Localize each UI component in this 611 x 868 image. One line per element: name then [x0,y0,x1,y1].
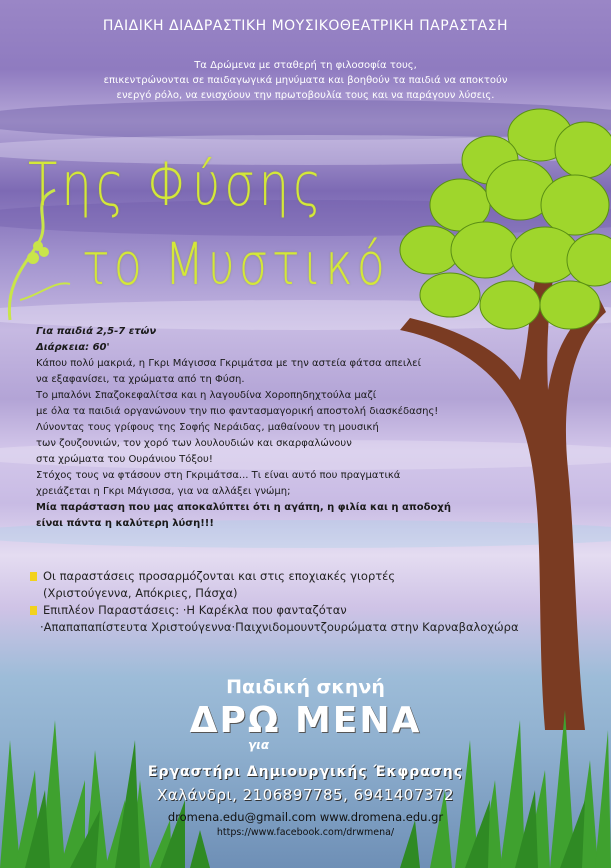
moral-line: Μία παράσταση που μας αποκαλύπτει ότι η αγάπη, η φιλία και η αποδοχή [36,502,451,513]
story-line: Το μπαλόνι Σπαζοκεφαλίτσα και η λαγουδίνα Χοροπηδηχτούλα μαζί [36,390,377,401]
story-line: των ζουζουνιών, τον χορό των λουλουδιών και σκαρφαλώνουν [36,438,352,449]
seasonal-note: Οι παραστάσεις προσαρμόζονται και στις εποχιακές γιορτές [43,569,396,583]
show-title-line2: το Μυστικό [82,230,389,298]
story-line: Στόχος τους να φτάσουν στη Γκριμάτσα... Τι είναι αυτό που πραγματικά [36,470,401,481]
extra-shows-label: Επιπλέον Παραστάσεις: [43,603,180,617]
scene-label: Παιδική σκηνή [226,676,385,698]
intro-text [40,58,571,103]
list-item [30,602,570,619]
story-line: Κάπου πολύ μακριά, η Γκρι Μάγισσα Γκριμάτσα με την αστεία φάτσα απειλεί [36,358,421,369]
contact-info: Χαλάνδρι, 2106897785, 6941407372 [156,786,455,804]
show-details [36,324,456,532]
extra-show-item: ·Η Καρέκλα που φανταζόταν [182,603,347,617]
duration: Διάρκεια: 60' [36,342,110,353]
brand-for: για [248,738,270,752]
story-line: Λύνοντας τους γρίφους της Σοφής Νεράιδας, μαθαίνουν τη μουσική [36,422,379,433]
story-line: να εξαφανίσει, τα χρώματα από τη Φύση. [36,374,245,385]
story-line: χρειάζεται η Γκρι Μάγισσα, για να αλλάξει γνώμη; [36,486,291,497]
workshop-name: Εργαστήρι Δημιουργικής Έκφρασης [147,764,464,780]
email-website[interactable]: dromena.edu@gmail.com www.dromena.edu.gr [167,810,444,824]
bullet-icon [30,606,37,615]
story-line: στα χρώματα του Ουράνιου Τόξου! [36,454,213,465]
header-title: ΠΑΙΔΙΚΗ ΔΙΑΔΡΑΣΤΙΚΗ ΜΟΥΣΙΚΟΘΕΑΤΡΙΚΗ ΠΑΡΑΣΤΑΣΗ [102,18,509,34]
facebook-link[interactable]: https://www.facebook.com/drwmena/ [216,827,395,838]
intro-line: ενεργό ρόλο, να ενισχύουν την πρωτοβουλία τους και να παράγουν λύσεις. [116,90,495,101]
show-title-line1: Της Φύσης [28,150,326,220]
intro-line: Τα Δρώμενα με σταθερή τη φιλοσοφία τους, [194,60,417,71]
intro-line: επικεντρώνονται σε παιδαγωγικά μηνύματα και βοηθούν τα παιδιά να αποκτούν [103,75,508,86]
list-item [30,568,570,585]
age-range: Για παιδιά 2,5-7 ετών [36,326,157,337]
extra-info [30,568,570,636]
brand-name: ΔΡΩ ΜΕΝΑ [189,700,422,741]
story-line: με όλα τα παιδιά οργανώνουν την πιο φαντασμαγορική αποστολή διασκέδασης! [36,406,439,417]
extra-shows-more: ·Απαπαπαπίστευτα Χριστούγεννα·Παιχνιδομουντζουρώματα στην Καρναβαλοχώρα [40,620,519,634]
seasonal-holidays: (Χριστούγεννα, Απόκριες, Πάσχα) [43,586,238,600]
bullet-icon [30,572,37,581]
moral-line: είναι πάντα η καλύτερη λύση!!! [36,518,214,529]
